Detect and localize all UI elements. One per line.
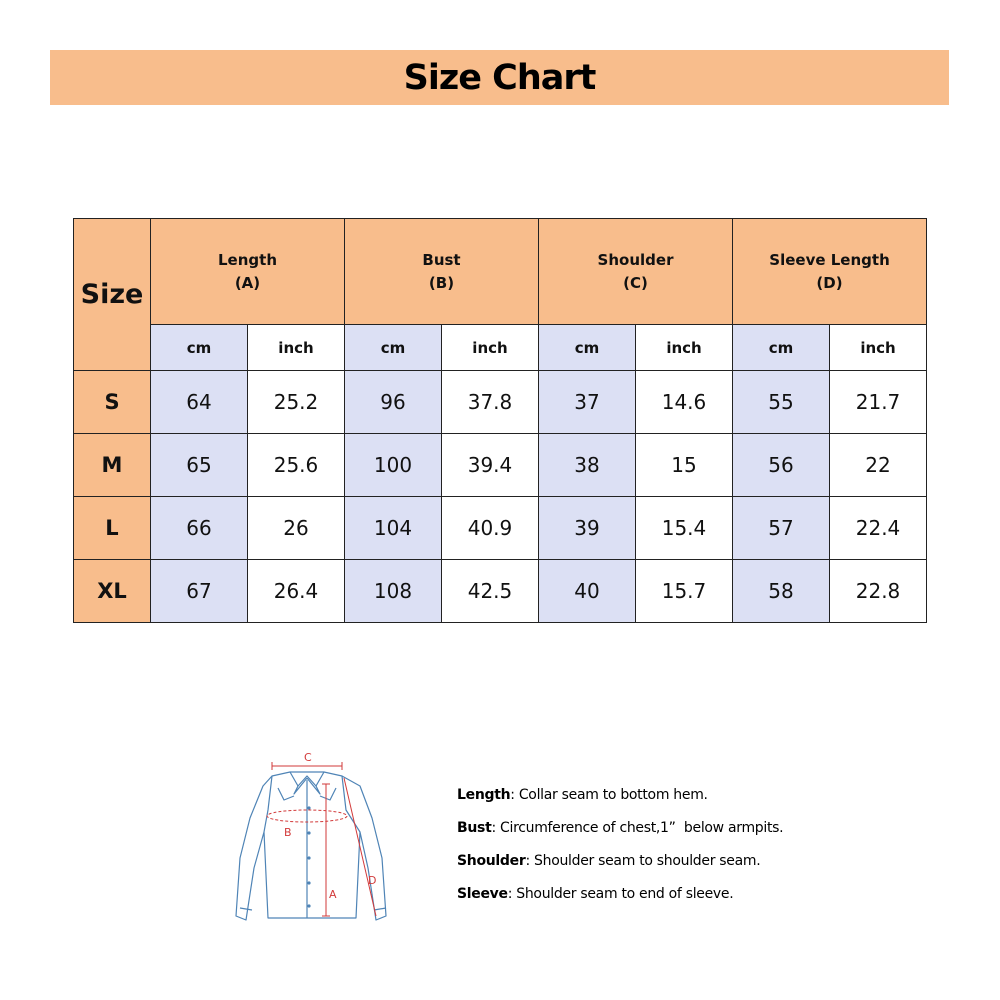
definition-text: : Shoulder seam to shoulder seam. [525, 853, 761, 869]
unit-inch: inch [248, 325, 345, 371]
unit-cm: cm [733, 325, 830, 371]
definition-term: Length [457, 787, 511, 803]
table-cell: 40 [539, 560, 636, 623]
table-cell: 56 [733, 434, 830, 497]
shirt-measurement-diagram [228, 748, 393, 940]
definition-bust [457, 820, 857, 853]
header-name: Shoulder [597, 250, 674, 269]
unit-cm: cm [539, 325, 636, 371]
table-cell: 64 [151, 371, 248, 434]
table-cell: 100 [345, 434, 442, 497]
header-name: Length [218, 250, 277, 269]
shirt-outline-icon [236, 772, 386, 920]
page-title: Size Chart [403, 57, 596, 98]
table-header-row [74, 219, 927, 325]
header-name: Bust [422, 250, 461, 269]
header-code: (C) [623, 273, 648, 292]
table-row [74, 434, 927, 497]
table-cell: 104 [345, 497, 442, 560]
definition-sleeve [457, 886, 857, 919]
header-sleeve-length [733, 219, 927, 325]
header-bust [345, 219, 539, 325]
table-cell: 26.4 [248, 560, 345, 623]
table-row [74, 497, 927, 560]
table-cell: 37.8 [442, 371, 539, 434]
unit-cm: cm [151, 325, 248, 371]
definition-shoulder [457, 853, 857, 886]
title-banner [50, 50, 949, 105]
table-cell: 67 [151, 560, 248, 623]
header-code: (A) [234, 273, 261, 292]
size-column-header: Size [74, 219, 151, 371]
table-cell: 14.6 [636, 371, 733, 434]
definition-term: Shoulder [457, 853, 526, 869]
header-code: (D) [816, 273, 843, 292]
definition-text: : Shoulder seam to end of sleeve. [507, 886, 734, 902]
size-label: L [74, 497, 151, 560]
table-cell: 58 [733, 560, 830, 623]
measurement-definitions [457, 787, 857, 919]
definition-text: : Collar seam to bottom hem. [510, 787, 708, 803]
label-d: D [368, 874, 377, 887]
size-label: M [74, 434, 151, 497]
table-cell: 15 [636, 434, 733, 497]
table-cell: 40.9 [442, 497, 539, 560]
label-b: B [284, 826, 292, 839]
size-label: XL [74, 560, 151, 623]
table-row [74, 560, 927, 623]
header-shoulder [539, 219, 733, 325]
table-cell: 25.6 [248, 434, 345, 497]
table-cell: 65 [151, 434, 248, 497]
table-cell: 15.4 [636, 497, 733, 560]
table-cell: 55 [733, 371, 830, 434]
definition-term: Sleeve [457, 886, 508, 902]
table-cell: 66 [151, 497, 248, 560]
table-cell: 39.4 [442, 434, 539, 497]
table-cell: 38 [539, 434, 636, 497]
table-cell: 22.8 [830, 560, 927, 623]
header-name: Sleeve Length [769, 250, 890, 269]
table-cell: 22 [830, 434, 927, 497]
unit-inch: inch [442, 325, 539, 371]
size-rows [74, 371, 927, 623]
size-table [73, 218, 927, 623]
table-cell: 25.2 [248, 371, 345, 434]
table-row [74, 371, 927, 434]
label-a: A [329, 888, 337, 901]
definition-term: Bust [457, 820, 492, 836]
definition-length [457, 787, 857, 820]
unit-row [74, 325, 927, 371]
unit-inch: inch [830, 325, 927, 371]
table-cell: 57 [733, 497, 830, 560]
table-cell: 96 [345, 371, 442, 434]
size-label: S [74, 371, 151, 434]
header-code: (B) [428, 273, 455, 292]
table-cell: 26 [248, 497, 345, 560]
table-cell: 15.7 [636, 560, 733, 623]
unit-cm: cm [345, 325, 442, 371]
table-cell: 37 [539, 371, 636, 434]
table-cell: 21.7 [830, 371, 927, 434]
table-cell: 42.5 [442, 560, 539, 623]
table-cell: 22.4 [830, 497, 927, 560]
label-c: C [304, 751, 312, 764]
definition-text: : Circumference of chest,1” below armpits. [491, 820, 784, 836]
header-length [151, 219, 345, 325]
unit-inch: inch [636, 325, 733, 371]
table-cell: 108 [345, 560, 442, 623]
table-cell: 39 [539, 497, 636, 560]
